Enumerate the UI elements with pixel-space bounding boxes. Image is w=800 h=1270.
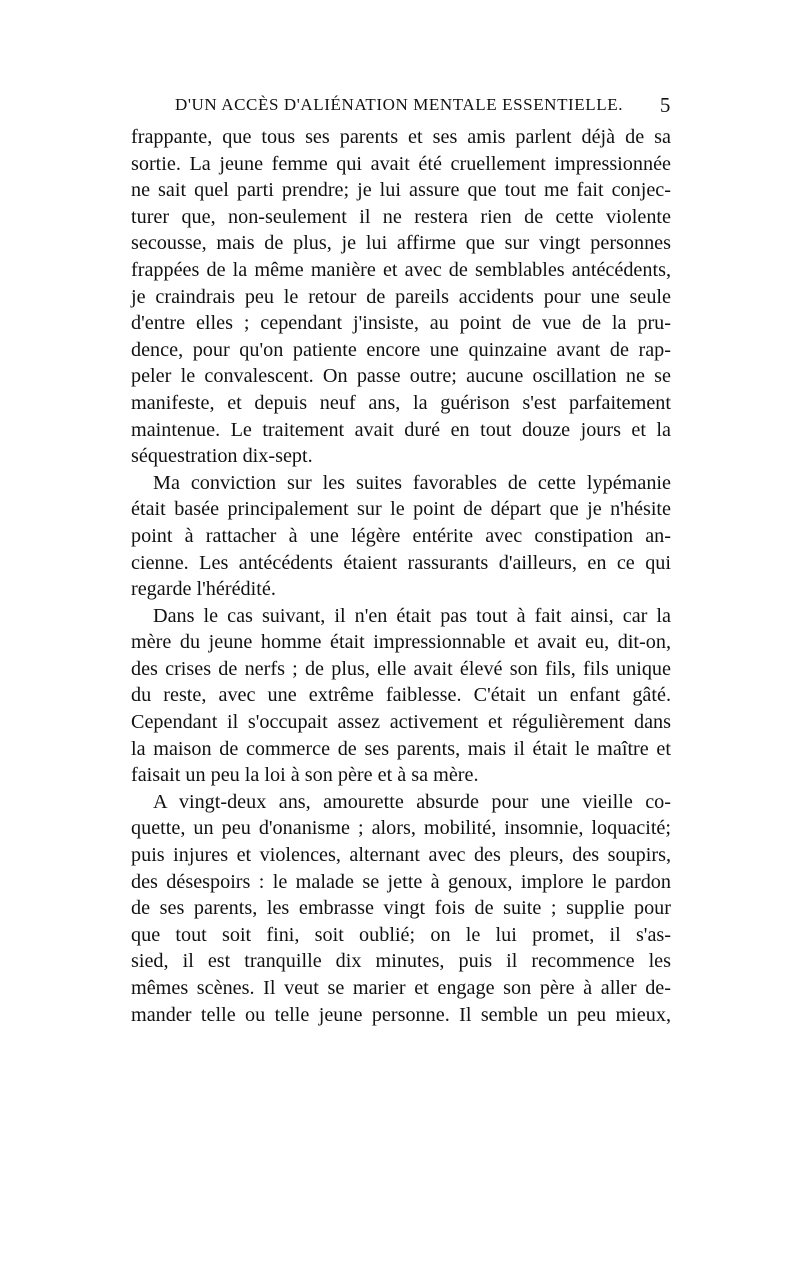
text-line: frappante, que tous ses parents et ses amis parlent déjà de sa xyxy=(131,126,671,148)
text-line: regarde l'hérédité. xyxy=(131,578,276,601)
paragraph-1 xyxy=(131,124,671,470)
text-line: quette, un peu d'onanisme ; alors, mobilité, insomnie, loquacité; xyxy=(131,817,671,840)
paragraph-2 xyxy=(131,470,671,603)
text-line: point à rattacher à une légère entérite avec constipation an- xyxy=(131,524,671,547)
text-line: je craindrais peu le retour de pareils accidents pour une seule xyxy=(131,285,671,308)
text-line: frappées de la même manière et avec de semblables antécédents, xyxy=(131,258,671,281)
text-line: du reste, avec une extrême faiblesse. C'était un enfant gâté. xyxy=(131,684,671,707)
text-line: manifeste, et depuis neuf ans, la guérison s'est parfaitement xyxy=(131,391,671,414)
text-line: sortie. La jeune femme qui avait été cruellement impressionnée xyxy=(131,152,671,175)
text-line: Cependant il s'occupait assez activement et régulièrement dans xyxy=(131,711,671,734)
text-line: que tout soit fini, soit oublié; on le lui promet, il s'as- xyxy=(131,923,671,946)
text-line: d'entre elles ; cependant j'insiste, au point de vue de la pru- xyxy=(131,312,671,335)
text-line: la maison de commerce de ses parents, mais il était le maître et xyxy=(131,737,671,760)
text-line: peler le convalescent. On passe outre; aucune oscillation ne se xyxy=(131,365,671,388)
book-page xyxy=(131,0,671,1270)
text-line: séquestration dix-sept. xyxy=(131,445,313,468)
paragraph-4 xyxy=(131,789,671,1028)
text-line: turer que, non-seulement il ne restera rien de cette violente xyxy=(131,205,671,228)
text-line: maintenue. Le traitement avait duré en tout douze jours et la xyxy=(131,418,671,441)
text-line: cienne. Les antécédents étaient rassurants d'ailleurs, en ce qui xyxy=(131,551,671,574)
body-text xyxy=(131,124,671,1028)
running-head-title: D'UN ACCÈS D'ALIÉNATION MENTALE ESSENTIELLE. xyxy=(175,95,624,114)
page-number: 5 xyxy=(659,93,671,117)
running-head xyxy=(175,92,671,118)
text-line: puis injures et violences, alternant avec des pleurs, des soupirs, xyxy=(131,844,671,867)
text-line: dence, pour qu'on patiente encore une quinzaine avant de rap- xyxy=(131,338,671,361)
paragraph-3 xyxy=(131,603,671,789)
text-line: sied, il est tranquille dix minutes, puis il recommence les xyxy=(131,950,671,973)
text-line: des crises de nerfs ; de plus, elle avait élevé son fils, fils unique xyxy=(131,657,671,680)
text-line: faisait un peu la loi à son père et à sa mère. xyxy=(131,764,479,787)
text-line: de ses parents, les embrasse vingt fois de suite ; supplie pour xyxy=(131,897,671,920)
text-line: mère du jeune homme était impressionnable et avait eu, dit-on, xyxy=(131,631,671,654)
text-line: A vingt-deux ans, amourette absurde pour une vieille co- xyxy=(153,790,671,813)
text-line: ne sait quel parti prendre; je lui assure que tout me fait conjec- xyxy=(131,179,671,202)
text-line: des désespoirs : le malade se jette à genoux, implore le pardon xyxy=(131,870,671,893)
text-line: était basée principalement sur le point de départ que je n'hésite xyxy=(131,498,671,521)
text-line: mander telle ou telle jeune personne. Il semble un peu mieux, xyxy=(131,1003,671,1026)
text-line: mêmes scènes. Il veut se marier et engage son père à aller de- xyxy=(131,977,671,999)
text-line: Dans le cas suivant, il n'en était pas tout à fait ainsi, car la xyxy=(153,604,671,627)
text-line: secousse, mais de plus, je lui affirme que sur vingt personnes xyxy=(131,232,671,255)
text-line: Ma conviction sur les suites favorables de cette lypémanie xyxy=(153,471,671,494)
